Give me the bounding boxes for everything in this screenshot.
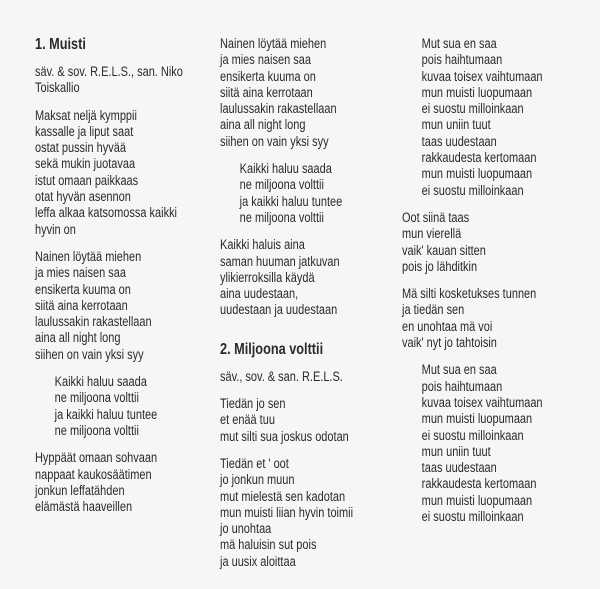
song-title — [35, 36, 215, 54]
lyric-line: otat hyvän asennon — [35, 189, 131, 205]
lyrics-column-3 — [402, 36, 582, 536]
lyric-line: Kaikki haluu saada — [239, 161, 332, 177]
lyric-line: aina uudestaan, — [220, 286, 299, 302]
lyric-line: säv., sov. & san. R.E.L.S. — [220, 368, 343, 384]
lyric-line: ja mies naisen saa — [220, 52, 311, 68]
lyric-line: rakkaudesta kertomaan — [421, 476, 537, 492]
lyric-line: ei suostu milloinkaan — [421, 101, 524, 117]
lyric-line: aina all night long — [35, 330, 121, 346]
lyric-line: ja tiedän sen — [402, 302, 465, 318]
verse-stanza — [220, 237, 400, 318]
verse-stanza — [402, 286, 582, 351]
lyric-line: ylikierroksilla käydä — [220, 269, 315, 285]
lyric-line: ne miljoona volttii — [239, 177, 324, 193]
lyric-line: siitä aina kerrotaan — [220, 84, 313, 100]
verse-stanza — [35, 249, 215, 363]
lyric-line: taas uudestaan — [421, 460, 497, 476]
lyric-line: ostat pussin hyvää — [35, 140, 126, 156]
verse-stanza — [35, 108, 215, 238]
lyric-line: mun muisti luopumaan — [421, 492, 533, 508]
lyric-line: en unohtaa mä voi — [402, 318, 493, 334]
lyric-line: kuvaa toisex vaihtumaan — [421, 394, 543, 410]
chorus-stanza — [220, 161, 400, 226]
lyric-line: et enää tuu — [220, 412, 275, 428]
lyric-line: Tiedän jo sen — [220, 396, 286, 412]
chorus-stanza — [402, 362, 582, 525]
lyric-line: laulussakin rakastellaan — [35, 314, 152, 330]
lyric-line: Nainen löytää miehen — [35, 248, 142, 264]
lyric-line: mun muisti luopumaan — [421, 166, 533, 182]
lyric-line: Tiedän et ' oot — [220, 455, 289, 471]
lyric-line: mun muisti luopumaan — [421, 411, 533, 427]
verse-stanza — [220, 456, 400, 570]
verse-stanza — [402, 210, 582, 275]
song-credits — [220, 369, 400, 385]
lyric-line: ne miljoona volttii — [54, 390, 139, 406]
lyric-line: siihen on vain yksi syy — [220, 133, 329, 149]
lyric-line: vaik' nyt jo tahtoisin — [402, 335, 497, 351]
lyric-line: Oot siinä taas — [402, 209, 470, 225]
lyrics-column-1 — [35, 36, 215, 526]
lyric-line: nappaat kaukosäätimen — [35, 466, 152, 482]
lyric-line: ei suostu milloinkaan — [421, 427, 524, 443]
lyric-line: Mä silti kosketukses tunnen — [402, 286, 537, 302]
lyric-line: jo unohtaa — [220, 521, 272, 537]
chorus-stanza — [402, 36, 582, 199]
lyric-line: ensikerta kuuma on — [220, 68, 316, 84]
lyric-line: ja kaikki haluu tuntee — [54, 406, 158, 422]
lyric-line: mun vierellä — [402, 226, 462, 242]
lyric-line: Kaikki haluu saada — [54, 374, 147, 390]
lyric-line: sekä mukin juotavaa — [35, 156, 136, 172]
song-credits — [35, 64, 215, 97]
lyric-line: pois haihtumaan — [421, 378, 503, 394]
lyric-line: siihen on vain yksi syy — [35, 346, 144, 362]
lyrics-column-2 — [220, 36, 400, 581]
lyric-line: Maksat neljä kymppii — [35, 107, 137, 123]
lyric-line: vaik' kauan sitten — [402, 242, 486, 258]
verse-stanza — [220, 36, 400, 150]
lyric-line: siitä aina kerrotaan — [35, 297, 128, 313]
lyric-line: mut mielestä sen kadotan — [220, 488, 346, 504]
lyric-line: kuvaa toisex vaihtumaan — [421, 68, 543, 84]
chorus-stanza — [35, 374, 215, 439]
lyric-line: mut silti sua joskus odotan — [220, 428, 349, 444]
lyric-line: jo jonkun muun — [220, 472, 295, 488]
lyric-line: Toiskallio — [35, 80, 80, 96]
lyric-line: ne miljoona volttii — [54, 422, 139, 438]
lyric-line: 1. Muisti — [35, 36, 86, 53]
lyric-line: ne miljoona volttii — [239, 209, 324, 225]
lyric-line: ei suostu milloinkaan — [421, 182, 524, 198]
lyric-line: aina all night long — [220, 117, 306, 133]
lyric-line: ei suostu milloinkaan — [421, 509, 524, 525]
lyric-line: ja uusix aloittaa — [220, 553, 296, 569]
lyric-line: mä haluisin sut pois — [220, 537, 317, 553]
lyric-line: ja kaikki haluu tuntee — [239, 193, 343, 209]
lyric-line: kassalle ja liput saat — [35, 123, 134, 139]
lyric-line: istut omaan paikkaas — [35, 172, 139, 188]
lyric-line: mun muisti liian hyvin toimii — [220, 504, 354, 520]
verse-stanza — [220, 396, 400, 445]
lyric-line: saman huuman jatkuvan — [220, 253, 340, 269]
lyric-line: jonkun leffatähden — [35, 482, 125, 498]
lyric-line: Mut sua en saa — [421, 36, 497, 51]
lyric-line: mun uniin tuut — [421, 443, 491, 459]
lyric-line: ja mies naisen saa — [35, 265, 126, 281]
lyric-line: Mut sua en saa — [421, 362, 497, 378]
lyric-line: Nainen löytää miehen — [220, 36, 327, 51]
lyric-line: ensikerta kuuma on — [35, 281, 131, 297]
lyric-line: pois jo lähditkin — [402, 258, 478, 274]
lyric-line: Hyppäät omaan sohvaan — [35, 450, 158, 466]
lyric-line: leffa alkaa katsomossa kaikki — [35, 205, 178, 221]
lyric-line: säv. & sov. R.E.L.S., san. Niko — [35, 64, 183, 79]
lyric-line: pois haihtumaan — [421, 52, 503, 68]
lyric-line: uudestaan ja uudestaan — [220, 302, 338, 318]
lyric-line: mun uniin tuut — [421, 117, 491, 133]
verse-stanza — [35, 450, 215, 515]
lyric-line: Kaikki haluis aina — [220, 237, 305, 253]
lyric-line: laulussakin rakastellaan — [220, 101, 337, 117]
song-title — [220, 341, 400, 359]
lyric-line: taas uudestaan — [421, 133, 497, 149]
lyric-line: hyvin on — [35, 221, 76, 237]
lyric-line: 2. Miljoona volttii — [220, 340, 324, 358]
lyric-line: rakkaudesta kertomaan — [421, 150, 537, 166]
lyric-line: elämästä haaveillen — [35, 499, 133, 515]
lyric-line: mun muisti luopumaan — [421, 84, 533, 100]
